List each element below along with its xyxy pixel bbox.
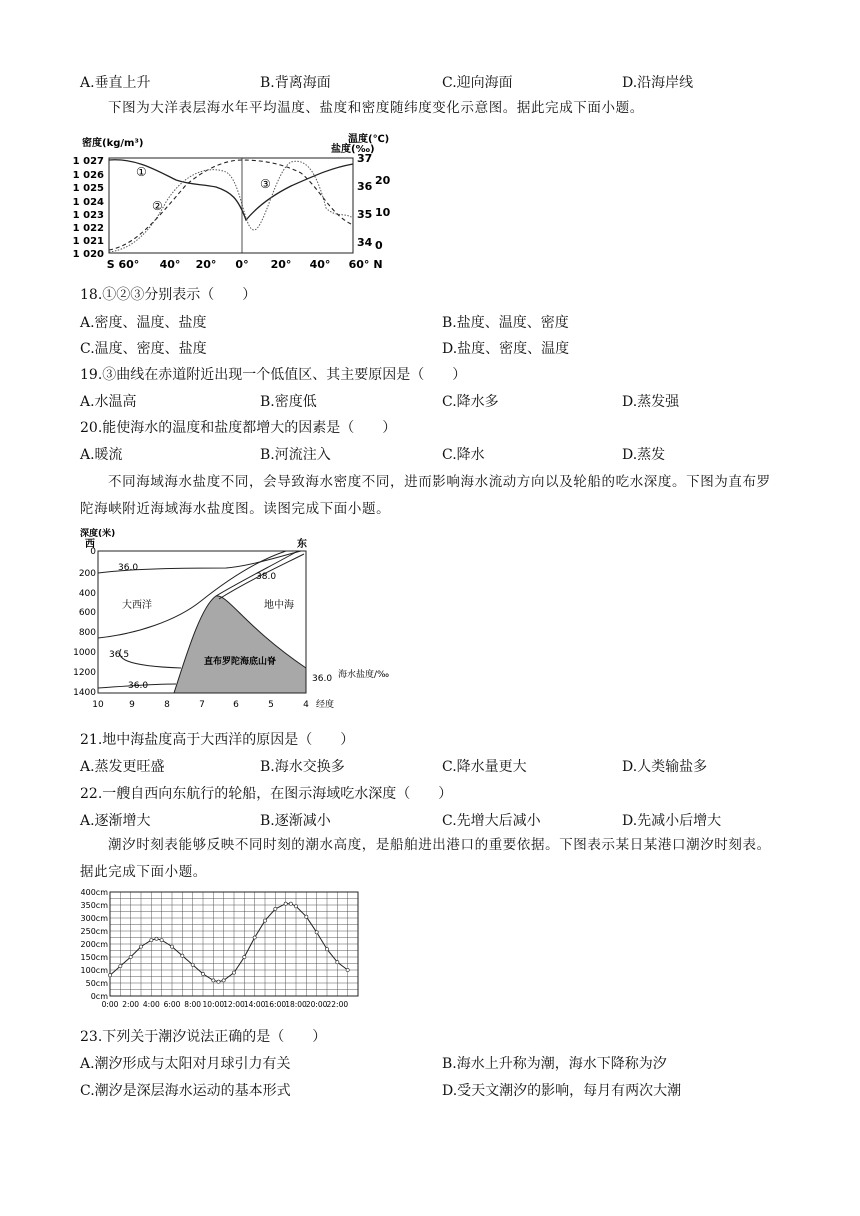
tide-point bbox=[119, 965, 122, 968]
tide-point bbox=[212, 979, 215, 982]
tide-point bbox=[201, 972, 204, 975]
q22-option-d: D.先减小后增大 bbox=[622, 813, 722, 829]
lon-tick: 8 bbox=[164, 700, 170, 710]
x-tick-label: 12:00 bbox=[223, 1000, 245, 1009]
tide-point bbox=[150, 939, 153, 942]
intro-paragraph-3: 潮汐时刻表能够反映不同时刻的潮水高度，是船舶进出港口的重要依据。下图表示某日某港口潮汐时刻表。据此完成下面小题。 bbox=[80, 837, 771, 880]
x-tick-label: 14:00 bbox=[243, 1000, 266, 1009]
q20-stem: 20.能使海水的温度和盐度都增大的因素是（ ） bbox=[80, 420, 397, 436]
tide-point bbox=[336, 961, 339, 964]
x-tick-label: 20:00 bbox=[305, 1000, 328, 1009]
salinity-tick: 35 bbox=[357, 208, 373, 221]
q22-option-a: A.逐渐增大 bbox=[80, 813, 151, 829]
density-tick: 1 022 bbox=[72, 223, 104, 234]
temp-axis-label: 温度(℃) bbox=[348, 134, 390, 145]
density-tick: 1 026 bbox=[72, 170, 104, 181]
q20-option-c: C.降水 bbox=[442, 447, 485, 463]
q20-option-a: A.暖流 bbox=[80, 447, 123, 463]
tide-point bbox=[263, 919, 266, 922]
tide-point bbox=[181, 954, 184, 957]
iso-label: 36.0 bbox=[312, 674, 333, 684]
q19-option-d: D.蒸发强 bbox=[622, 394, 680, 410]
salinity-tick: 36 bbox=[357, 180, 373, 193]
density-tick: 1 021 bbox=[72, 236, 104, 247]
tide-point bbox=[289, 902, 292, 905]
east-label: 东 bbox=[297, 539, 307, 550]
depth-axis-label: 深度(米) bbox=[80, 529, 116, 539]
tide-point bbox=[191, 963, 194, 966]
tide-point bbox=[346, 968, 349, 971]
y-tick-label: 150cm bbox=[80, 953, 108, 962]
lon-tick: 9 bbox=[129, 700, 135, 710]
y-tick-label: 250cm bbox=[80, 927, 108, 936]
salinity-axis-label: 盐度(‰) bbox=[331, 144, 375, 155]
tide-point bbox=[155, 937, 158, 940]
intro-paragraph-1: 下图为大洋表层海水年平均温度、盐度和密度随纬度变化示意图。据此完成下面小题。 bbox=[108, 100, 644, 116]
q23-option-d: D.受天文潮汐的影响，每月有两次大潮 bbox=[442, 1083, 682, 1099]
q19-option-a: A.水温高 bbox=[80, 394, 137, 410]
y-tick-label: 0cm bbox=[90, 992, 108, 1001]
q23-option-c: C.潮汐是深层海水运动的基本形式 bbox=[80, 1083, 291, 1099]
q17-option-b: B.背离海面 bbox=[260, 75, 331, 91]
density-tick: 1 027 bbox=[72, 156, 104, 167]
depth-tick: 0 bbox=[90, 547, 96, 557]
density-axis-label: 密度(kg/m³) bbox=[82, 138, 144, 149]
q21-option-c: C.降水量更大 bbox=[442, 759, 527, 775]
lat-tick: 0° bbox=[235, 258, 249, 271]
curve-label-1: ① bbox=[136, 165, 147, 179]
intro-paragraph-2: 不同海域海水盐度不同，会导致海水密度不同，进而影响海水流动方向以及轮船的吃水深度。下图为直布罗陀海峡附近海域海水盐度图。读图完成下面小题。 bbox=[80, 474, 771, 517]
ocean-surface-figure bbox=[72, 130, 396, 275]
tide-point bbox=[253, 936, 256, 939]
depth-tick: 1400 bbox=[73, 688, 96, 698]
depth-tick: 800 bbox=[78, 628, 96, 638]
tide-chart bbox=[76, 886, 366, 1016]
tide-point bbox=[274, 907, 277, 910]
q18-option-b: B.盐度、温度、密度 bbox=[442, 315, 569, 331]
iso-label: 36.0 bbox=[128, 681, 149, 691]
q17-option-d: D.沿海岸线 bbox=[622, 75, 694, 91]
q21-option-a: A.蒸发更旺盛 bbox=[80, 759, 165, 775]
temp-tick: 20 bbox=[375, 174, 391, 187]
west-label: 西 bbox=[85, 539, 95, 550]
lon-tick: 6 bbox=[233, 700, 239, 710]
q22-option-c: C.先增大后减小 bbox=[442, 813, 541, 829]
depth-tick: 1000 bbox=[73, 648, 96, 658]
q21-option-d: D.人类输盐多 bbox=[622, 759, 708, 775]
tide-point bbox=[325, 948, 328, 951]
curve-label-3: ③ bbox=[260, 177, 271, 191]
q19-stem: 19.③曲线在赤道附近出现一个低值区、其主要原因是（ ） bbox=[80, 367, 467, 383]
tide-point bbox=[305, 915, 308, 918]
q23-option-a: A.潮汐形成与太阳对月球引力有关 bbox=[80, 1056, 291, 1072]
x-tick-label: 16:00 bbox=[264, 1000, 287, 1009]
x-tick-label: 18:00 bbox=[285, 1000, 307, 1009]
tide-point bbox=[243, 955, 246, 958]
q18-option-a: A.密度、温度、盐度 bbox=[80, 315, 207, 331]
iso-label: 36.5 bbox=[109, 650, 130, 660]
temp-tick: 10 bbox=[375, 206, 391, 219]
y-tick-label: 100cm bbox=[80, 966, 108, 975]
q20-option-d: D.蒸发 bbox=[622, 447, 666, 463]
tide-point bbox=[160, 939, 163, 942]
q23-option-b: B.海水上升称为潮，海水下降称为汐 bbox=[442, 1056, 667, 1072]
q20-option-b: B.河流注入 bbox=[260, 447, 331, 463]
lat-tick: 60° bbox=[348, 258, 370, 271]
y-tick-label: 300cm bbox=[80, 914, 108, 923]
x-tick-label: 6:00 bbox=[163, 1000, 181, 1009]
x-tick-label: 8:00 bbox=[184, 1000, 202, 1009]
tide-point bbox=[170, 945, 173, 948]
mediterranean-label: 地中海 bbox=[264, 600, 294, 611]
tide-point bbox=[222, 979, 225, 982]
density-tick: 1 024 bbox=[72, 197, 104, 208]
depth-tick: 600 bbox=[78, 608, 96, 618]
density-tick: 1 020 bbox=[72, 249, 104, 260]
x-tick-label: 22:00 bbox=[326, 1000, 349, 1009]
y-tick-label: 200cm bbox=[80, 940, 108, 949]
density-tick: 1 023 bbox=[72, 210, 104, 221]
q17-option-a: A.垂直上升 bbox=[80, 75, 151, 91]
q17-option-c: C.迎向海面 bbox=[442, 75, 513, 91]
q21-stem: 21.地中海盐度高于大西洋的原因是（ ） bbox=[80, 732, 355, 748]
x-tick-label: 0:00 bbox=[101, 1000, 119, 1009]
lat-tick: 40° bbox=[159, 258, 181, 271]
salinity-tick: 34 bbox=[357, 236, 373, 249]
q18-stem: 18.①②③分别表示（ ） bbox=[80, 287, 257, 303]
y-tick-label: 50cm bbox=[85, 979, 108, 988]
tide-point bbox=[284, 902, 287, 905]
q19-option-b: B.密度低 bbox=[260, 394, 317, 410]
x-tick-label: 10:00 bbox=[202, 1000, 225, 1009]
q21-option-b: B.海水交换多 bbox=[260, 759, 345, 775]
depth-tick: 1200 bbox=[73, 668, 96, 678]
y-tick-label: 400cm bbox=[80, 888, 108, 897]
lat-tick: 40° bbox=[309, 258, 331, 271]
salinity-legend: 海水盐度/‰ bbox=[338, 670, 390, 680]
curve-label-2: ② bbox=[152, 199, 163, 213]
q22-stem: 22.一艘自西向东航行的轮船，在图示海域吃水深度（ ） bbox=[80, 786, 453, 802]
lon-tick: 7 bbox=[199, 700, 205, 710]
tide-point bbox=[129, 955, 132, 958]
q18-option-c: C.温度、密度、盐度 bbox=[80, 341, 207, 357]
lon-tick: 5 bbox=[268, 700, 274, 710]
depth-tick: 400 bbox=[78, 589, 96, 599]
lon-axis-label: 经度 bbox=[316, 700, 335, 710]
iso-label: 38.0 bbox=[256, 572, 277, 582]
x-tick-label: 4:00 bbox=[142, 1000, 160, 1009]
temp-tick: 0 bbox=[375, 239, 383, 252]
salinity-tick: 37 bbox=[357, 152, 373, 165]
depth-tick: 200 bbox=[78, 569, 96, 579]
q19-option-c: C.降水多 bbox=[442, 394, 499, 410]
q22-option-b: B.逐渐减小 bbox=[260, 813, 331, 829]
atlantic-label: 大西洋 bbox=[122, 600, 152, 611]
ridge-label: 直布罗陀海底山脊 bbox=[204, 657, 277, 667]
q23-stem: 23.下列关于潮汐说法正确的是（ ） bbox=[80, 1029, 327, 1045]
gibraltar-salinity-figure bbox=[73, 526, 390, 716]
tide-point bbox=[217, 980, 220, 983]
q18-option-d: D.盐度、密度、温度 bbox=[442, 341, 570, 357]
density-ticks bbox=[73, 156, 104, 260]
lat-tick: 20° bbox=[195, 258, 217, 271]
tide-point bbox=[232, 971, 235, 974]
density-tick: 1 025 bbox=[72, 183, 104, 194]
lat-tick: N bbox=[373, 258, 383, 271]
iso-label: 36.0 bbox=[118, 563, 139, 573]
lon-tick: 10 bbox=[92, 700, 104, 710]
tide-point bbox=[108, 974, 111, 977]
tide-point bbox=[315, 931, 318, 934]
y-tick-label: 350cm bbox=[80, 901, 108, 910]
lat-tick: 20° bbox=[270, 258, 292, 271]
tide-point bbox=[139, 945, 142, 948]
tide-point bbox=[294, 905, 297, 908]
lat-tick: S 60° bbox=[106, 258, 140, 271]
lon-tick: 4 bbox=[303, 700, 309, 710]
x-tick-label: 2:00 bbox=[122, 1000, 140, 1009]
